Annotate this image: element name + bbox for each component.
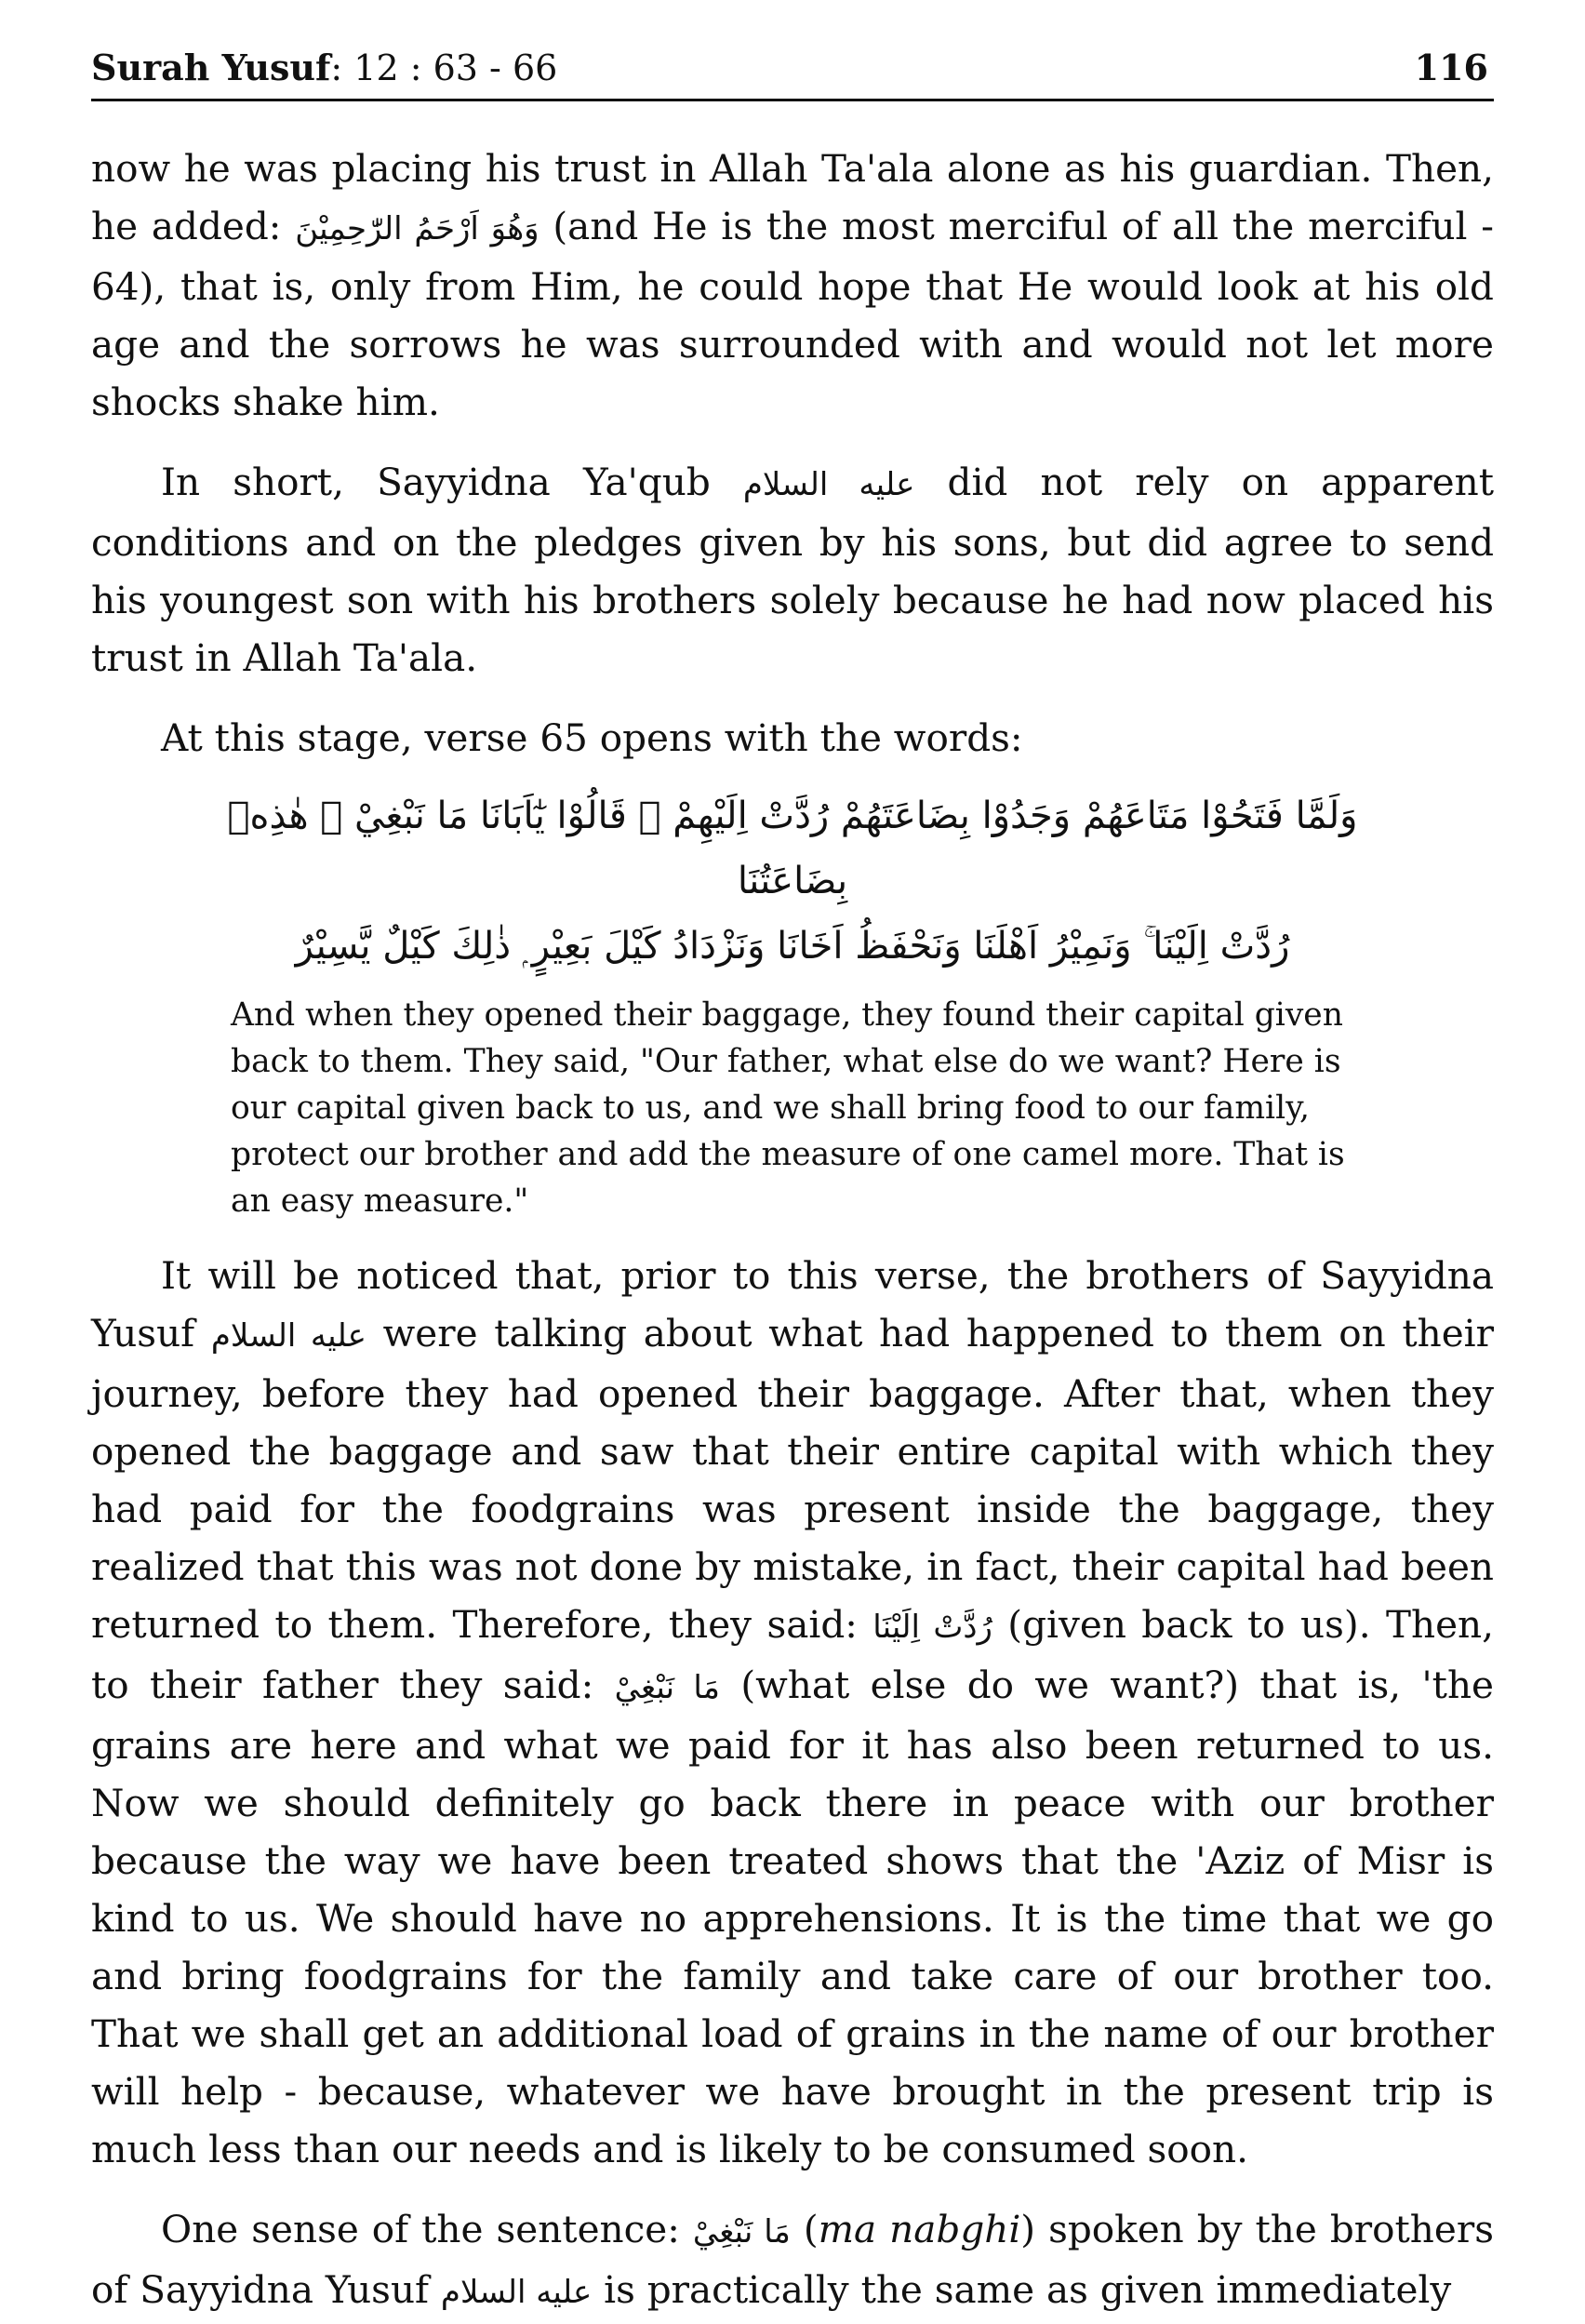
page-number: 116 (1414, 47, 1488, 88)
arabic-quote: مَا نَبْغِيْ (692, 2213, 791, 2251)
arabic-quote: مَا نَبْغِيْ (614, 1669, 720, 1706)
paragraph-1: now he was placing his trust in Allah Ta'ala alone as his guardian. Then, he added: وَهُوَ اَرْحَمُ الرّٰحِمِيْنَ (and He is the most merciful of all the merciful - 64), that is, only from Him, he could hope that He would look at his old age and the sorrows he was surrounded with and would not let more shocks shake him. (91, 146, 1494, 424)
honorific-glyph: عليه السلام (210, 1317, 366, 1355)
verse-arabic-line-1: وَلَمَّا فَتَحُوْا مَتَاعَهُمْ وَجَدُوْا بِضَاعَتَهُمْ رُدَّتْ اِلَيْهِمْ ۭ قَالُوْا يٰٓاَبَانَا مَا نَبْغِيْ ۭ هٰذِهٖ بِضَاعَتُنَا (227, 795, 1358, 902)
running-title (91, 47, 557, 88)
transliteration: ma nabghi (818, 2207, 1021, 2251)
verse-arabic-line-2: رُدَّتْ اِلَيْنَا ۚ وَنَمِيْرُ اَهْلَنَا وَنَحْفَظُ اَخَانَا وَنَزْدَادُ كَيْلَ بَعِيْرٍ ۭ ذٰلِكَ كَيْلٌ يَّسِيْرٌ (295, 925, 1290, 968)
running-header (91, 43, 1494, 101)
body-text (91, 140, 1494, 2321)
verse-translation: And when they opened their baggage, they found their capital given back to them. They said, "Our father, what else do we want? Here is our capital given back to us, and we shall bring food to our family, protect our brother and add the measure of one camel more. That is an easy measure." (231, 996, 1345, 1220)
arabic-quote: رُدَّتْ اِلَيْنَا (872, 1609, 992, 1646)
arabic-quote: وَهُوَ اَرْحَمُ الرّٰحِمِيْنَ (295, 210, 539, 247)
paragraph-5: One sense of the sentence: مَا نَبْغِيْ (ma nabghi) spoken by the brothers of Sayyidna Yusuf عليه السلام is practically the same as given immediately (91, 2207, 1494, 2312)
verse-reference: : 12 : 63 - 66 (330, 47, 558, 88)
honorific-glyph: عليه السلام (440, 2274, 593, 2311)
honorific-glyph: عليه السلام (742, 466, 915, 503)
verse-arabic (212, 783, 1373, 979)
surah-title: Surah Yusuf (91, 47, 331, 88)
paragraph-2: In short, Sayyidna Ya'qub عليه السلام did not rely on apparent conditions and on the pledges given by his sons, but did agree to send his youngest son with his brothers solely because he had now placed his trust in Allah Ta'ala. (91, 460, 1494, 680)
paragraph-3: At this stage, verse 65 opens with the words: (161, 715, 1023, 760)
paragraph-4: It will be noticed that, prior to this verse, the brothers of Sayyidna Yusuf عليه السلام were talking about what had happened to them on their journey, before they had opened their baggage. After that, when they opened the baggage and saw that their entire capital with which they had paid for the foodgrains was present inside the baggage, they realized that this was not done by mistake, in fact, their capital had been returned to them. Therefore, they said: رُدَّتْ اِلَيْنَا (given back to us). Then, to their father they said: مَا نَبْغِيْ (what else do we want?) that is, 'the grains are here and what we paid for it has also been returned to us. Now we should definitely go back there in peace with our brother because the way we have been treated shows that the 'Aziz of Misr is kind to us. We should have no apprehensions. It is the time that we go and bring foodgrains for the family and take care of our brother too. That we shall get an additional load of grains in the name of our brother will help - because, whatever we have brought in the present trip is much less than our needs and is likely to be consumed soon. (91, 1253, 1495, 2171)
